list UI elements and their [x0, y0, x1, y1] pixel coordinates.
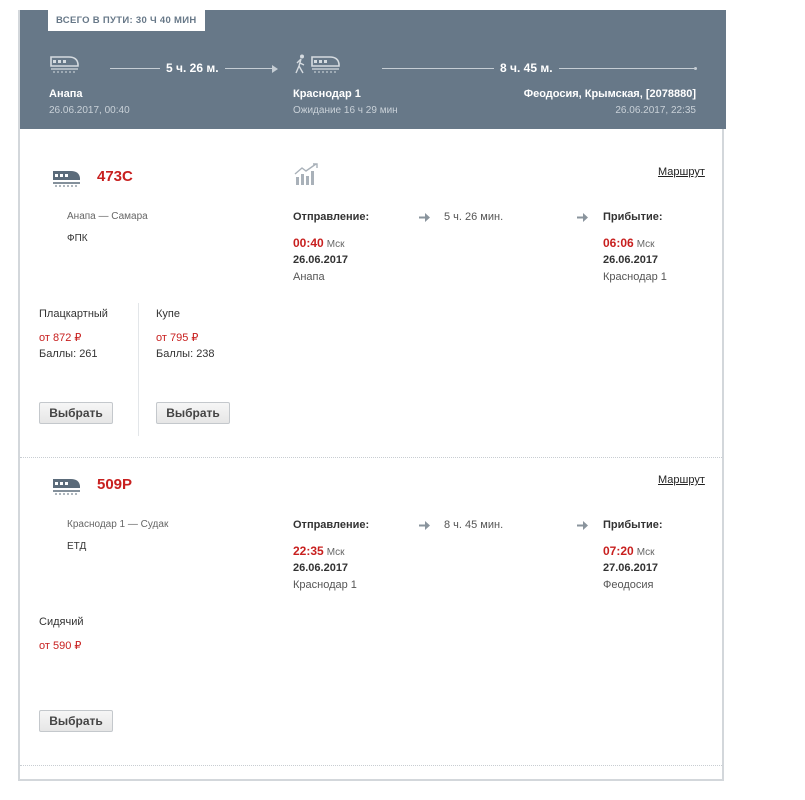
arrival-date: 27.06.2017 [603, 562, 659, 574]
arrival-label: Прибытие: [603, 519, 663, 531]
arrow-right-icon [419, 521, 430, 530]
segment-divider [20, 457, 722, 458]
car-points: Баллы: 238 [156, 348, 215, 360]
select-button[interactable]: Выбрать [39, 402, 113, 424]
total-travel-time: ВСЕГО В ПУТИ: 30 Ч 40 МИН [48, 10, 205, 31]
transfer-station: Краснодар 1 [293, 88, 361, 100]
car-class: Купе [156, 308, 180, 320]
train-carrier: ЕТД [67, 541, 87, 552]
car-points: Баллы: 261 [39, 348, 98, 360]
timezone: Мск [326, 239, 345, 250]
timezone: Мск [636, 547, 655, 558]
arrow-right-icon [577, 213, 588, 222]
departure-date: 26.06.2017 [293, 562, 349, 574]
destination-station: Феодосия, Крымская, [2078880] [523, 88, 696, 100]
car-price: от 872 ₽ [39, 332, 82, 344]
departure-time: 22:35 Мск [293, 544, 345, 558]
car-class: Сидячий [39, 616, 84, 628]
select-button[interactable]: Выбрать [39, 710, 113, 732]
arrival-label: Прибытие: [603, 211, 663, 223]
route-card [18, 10, 724, 781]
segment-duration: 5 ч. 26 мин. [444, 211, 504, 223]
train-route: Краснодар 1 — Судак [67, 519, 169, 530]
route-link[interactable]: Маршрут [658, 474, 705, 486]
departure-station: Анапа [293, 271, 325, 283]
car-price: от 795 ₽ [156, 332, 199, 344]
transfer-wait: Ожидание 16 ч 29 мин [293, 105, 398, 116]
car-class: Плацкартный [39, 308, 108, 320]
departure-station: Краснодар 1 [293, 579, 357, 591]
origin-station: Анапа [49, 88, 83, 100]
departure-label: Отправление: [293, 211, 370, 223]
train-number: 509Р [97, 476, 133, 493]
arrival-time: 07:20 Мск [603, 544, 655, 558]
train-route: Анапа — Самара [67, 211, 148, 222]
departure-label: Отправление: [293, 519, 370, 531]
arrival-station: Краснодар 1 [603, 271, 667, 283]
leg-duration: 5 ч. 26 м. [160, 61, 225, 75]
arrival-time: 06:06 Мск [603, 236, 655, 250]
leg-end-dot [694, 67, 697, 70]
train-icon [310, 52, 340, 74]
select-button[interactable]: Выбрать [156, 402, 230, 424]
origin-datetime: 26.06.2017, 00:40 [49, 105, 130, 116]
train-carrier: ФПК [67, 233, 88, 244]
train-number: 473С [97, 168, 133, 185]
walking-person-icon [294, 54, 308, 74]
arrival-station: Феодосия [603, 579, 654, 591]
segment-duration: 8 ч. 45 мин. [444, 519, 504, 531]
trip-summary-header [20, 10, 726, 129]
leg-duration: 8 ч. 45 м. [494, 61, 559, 75]
train-icon [51, 166, 81, 188]
arrow-right-icon [272, 65, 278, 73]
departure-time: 00:40 Мск [293, 236, 345, 250]
arrow-right-icon [419, 213, 430, 222]
timezone: Мск [326, 547, 345, 558]
arrival-date: 26.06.2017 [603, 254, 659, 266]
rising-chart-icon[interactable] [294, 162, 320, 186]
class-divider [138, 303, 139, 436]
segment-divider [20, 765, 722, 766]
destination-datetime: 26.06.2017, 22:35 [615, 105, 696, 116]
route-link[interactable]: Маршрут [658, 166, 705, 178]
departure-date: 26.06.2017 [293, 254, 349, 266]
train-icon [49, 52, 79, 74]
timezone: Мск [636, 239, 655, 250]
car-price: от 590 ₽ [39, 640, 82, 652]
arrow-right-icon [577, 521, 588, 530]
train-icon [51, 474, 81, 496]
